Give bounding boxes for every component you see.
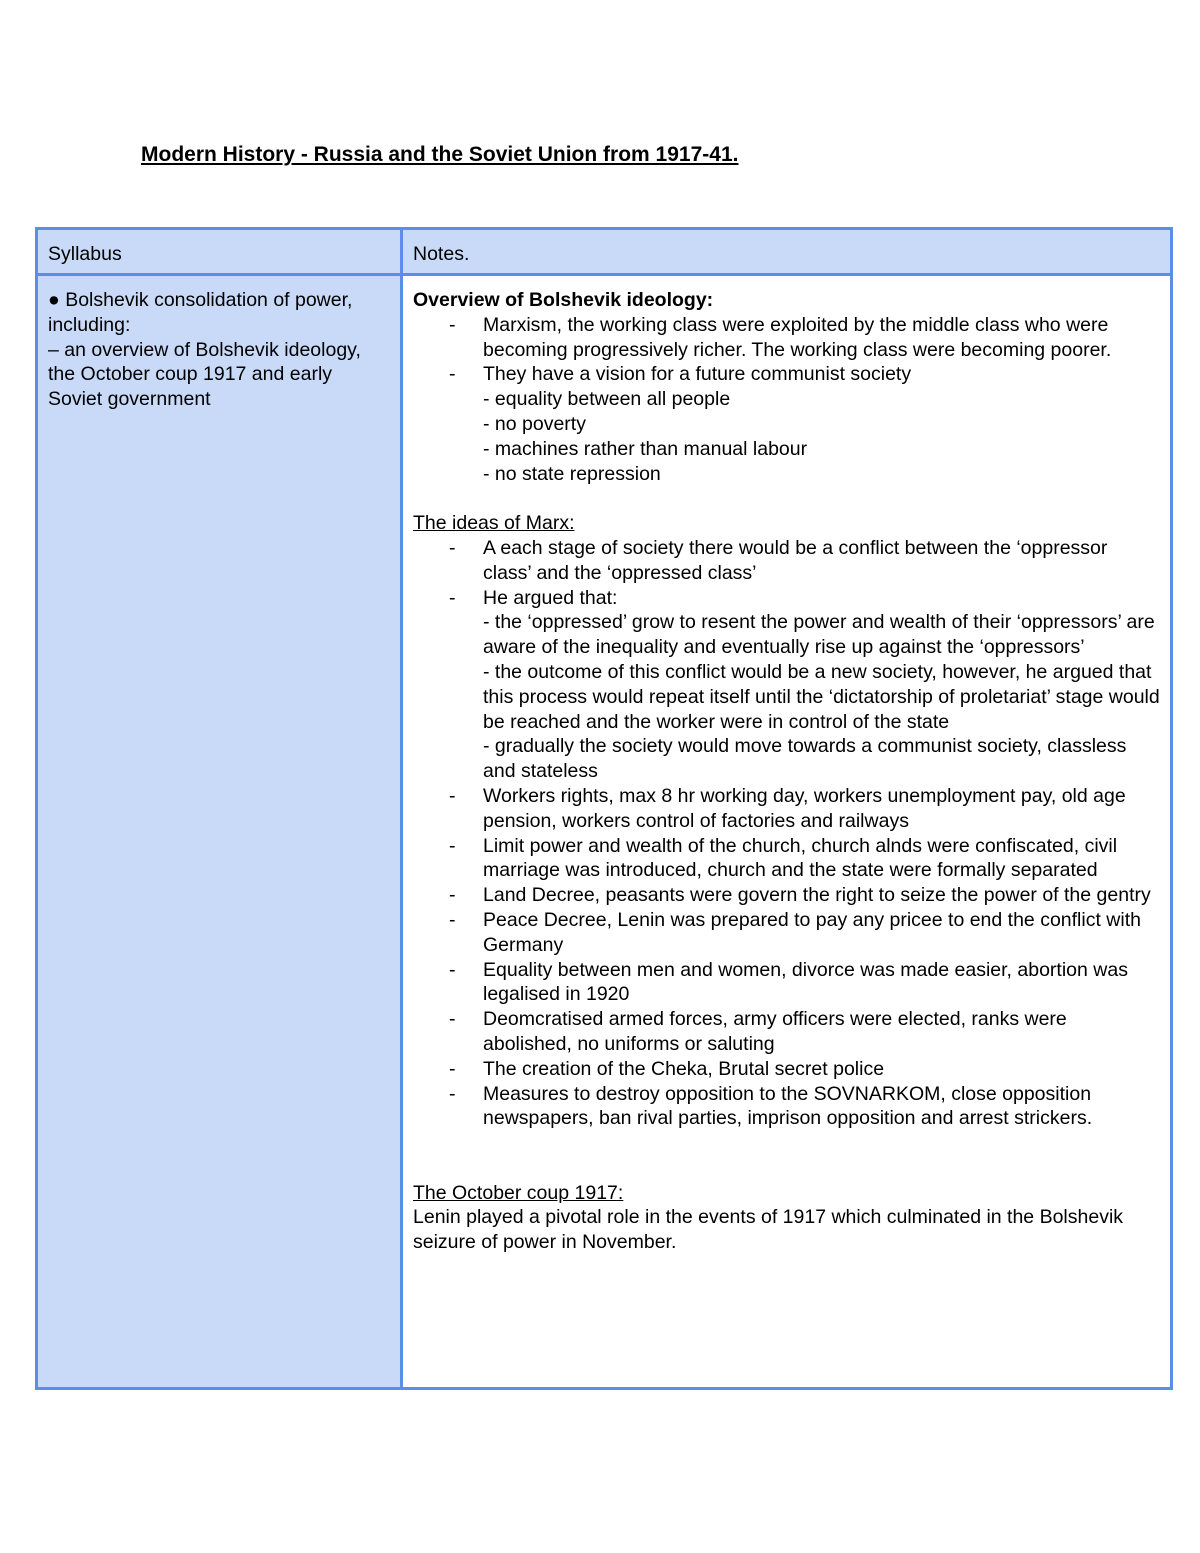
- list-item-text: A each stage of society there would be a conflict between the ‘oppressor class’ and the ‘oppressed class’: [483, 536, 1108, 584]
- dash-list: [413, 536, 1160, 1131]
- list-item-text: Peace Decree, Lenin was prepared to pay any pricee to end the conflict with Germany: [483, 908, 1141, 956]
- section-heading: The October coup 1917:: [413, 1181, 624, 1204]
- list-item-text: Marxism, the working class were exploited by the middle class who were becoming progressively richer. The working class were becoming poorer.: [483, 313, 1112, 361]
- dash-bullet-icon: -: [449, 586, 456, 609]
- list-item: [413, 1057, 1160, 1082]
- notes-table: [35, 227, 1173, 1390]
- list-item: [413, 958, 1160, 1008]
- header-notes: Notes.: [402, 229, 1172, 275]
- list-item-text: Measures to destroy opposition to the SOVNARKOM, close opposition newspapers, ban rival parties, imprison opposition and arrest strickers.: [483, 1082, 1093, 1130]
- dash-bullet-icon: -: [449, 834, 456, 857]
- dash-bullet-icon: -: [449, 784, 456, 807]
- section-paragraph: Lenin played a pivotal role in the events of 1917 which culminated in the Bolshevik seizure of power in November.: [413, 1206, 1124, 1254]
- dash-bullet-icon: -: [449, 1082, 456, 1105]
- dash-bullet-icon: -: [449, 958, 456, 981]
- list-item-text: They have a vision for a future communist society: [483, 363, 912, 386]
- dash-bullet-icon: -: [449, 363, 456, 386]
- syllabus-bullet-line: ● Bolshevik consolidation of power, including:: [48, 289, 353, 336]
- section-october-coup: [413, 1181, 1160, 1255]
- table-header-row: [37, 229, 1172, 275]
- list-subitem: - no state repression: [483, 462, 661, 485]
- list-subitem: - equality between all people: [483, 388, 731, 411]
- list-item: [413, 883, 1160, 908]
- section-ideas-of-marx: [413, 511, 1160, 1131]
- list-item: [413, 313, 1160, 363]
- list-subitem: - no poverty: [483, 412, 586, 435]
- list-item: [413, 1082, 1160, 1132]
- dash-bullet-icon: -: [449, 536, 456, 559]
- list-item: [413, 784, 1160, 834]
- section-heading: The ideas of Marx:: [413, 512, 575, 535]
- syllabus-cell: [37, 275, 402, 1389]
- list-subitem: - the outcome of this conflict would be a new society, however, he argued that this process would repeat itself until the ‘dictatorship of proletariat’ stage would be reached and the worker were in control of the state: [483, 660, 1160, 733]
- list-subitem: - gradually the society would move towards a communist society, classless and stateless: [483, 735, 1127, 783]
- list-item: [413, 586, 1160, 784]
- list-item: [413, 834, 1160, 884]
- list-item-text: Limit power and wealth of the church, church alnds were confiscated, civil marriage was introduced, church and the state were formally separated: [483, 834, 1118, 882]
- dash-bullet-icon: -: [449, 1057, 456, 1080]
- list-item: [413, 908, 1160, 958]
- notes-cell: [402, 275, 1172, 1389]
- list-item-text: Land Decree, peasants were govern the right to seize the power of the gentry: [483, 884, 1151, 907]
- list-item-text: Equality between men and women, divorce was made easier, abortion was legalised in 1920: [483, 958, 1128, 1006]
- list-item: [413, 536, 1160, 586]
- dash-bullet-icon: -: [449, 313, 456, 336]
- section-bolshevik-ideology: [413, 288, 1160, 486]
- dash-bullet-icon: -: [449, 1008, 456, 1031]
- syllabus-dash-line: – an overview of Bolshevik ideology, the October coup 1917 and early Soviet government: [48, 338, 361, 411]
- list-item-text: The creation of the Cheka, Brutal secret police: [483, 1057, 885, 1080]
- section-heading: Overview of Bolshevik ideology:: [413, 289, 714, 311]
- list-item: [413, 362, 1160, 486]
- table-row: [37, 275, 1172, 1389]
- document-title: Modern History - Russia and the Soviet Union from 1917-41.: [141, 143, 739, 166]
- list-subitem: - machines rather than manual labour: [483, 437, 808, 460]
- list-item: [413, 1007, 1160, 1057]
- dash-list: [413, 313, 1160, 487]
- list-item-text: Deomcratised armed forces, army officers were elected, ranks were abolished, no uniforms or saluting: [483, 1008, 1067, 1055]
- dash-bullet-icon: -: [449, 884, 456, 907]
- list-subitem: - the ‘oppressed’ grow to resent the power and wealth of their ‘oppressors’ are aware of the inequality and eventually rise up against the ‘oppressors’: [483, 611, 1155, 659]
- list-item-text: He argued that:: [483, 586, 618, 609]
- header-syllabus: Syllabus: [37, 229, 402, 275]
- dash-bullet-icon: -: [449, 908, 456, 931]
- list-item-text: Workers rights, max 8 hr working day, workers unemployment pay, old age pension, workers control of factories and railways: [483, 784, 1126, 832]
